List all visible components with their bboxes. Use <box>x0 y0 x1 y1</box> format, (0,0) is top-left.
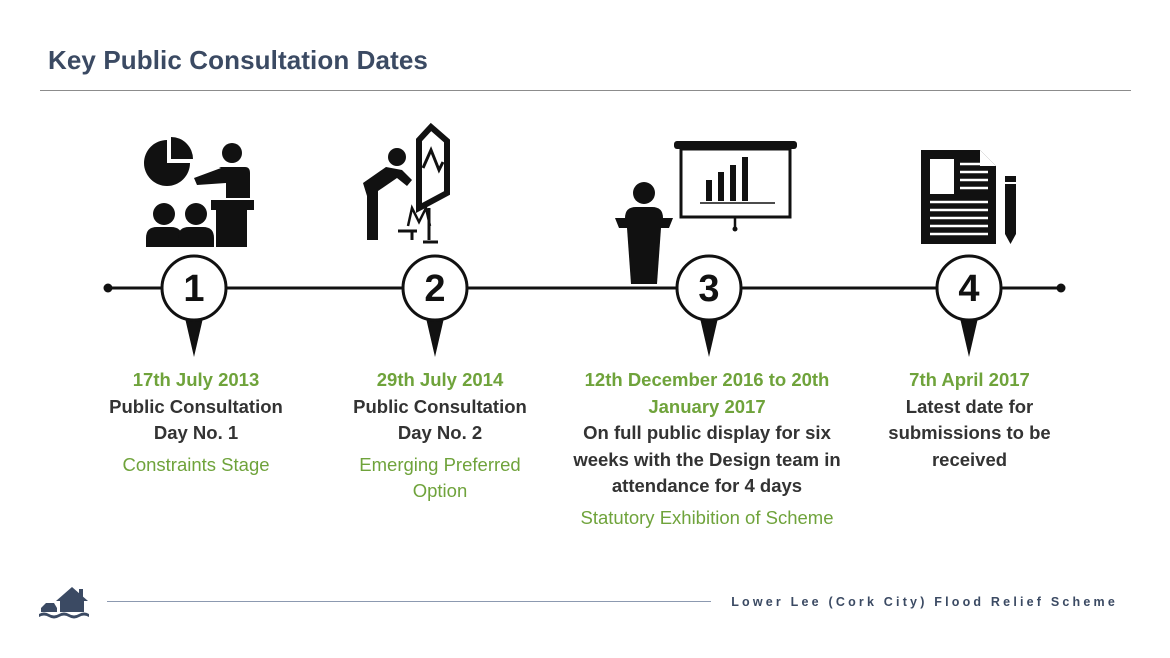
document-pencil-icon <box>921 150 1016 244</box>
step-stage: Constraints Stage <box>122 453 270 475</box>
timeline-end-dot <box>1057 284 1066 293</box>
step-date: 7th April 2017 <box>909 369 1030 390</box>
marker-pin <box>185 318 203 357</box>
timeline-marker-2 <box>403 256 467 357</box>
step-4-details <box>862 367 1077 473</box>
footer-divider <box>107 601 711 602</box>
step-1-details <box>97 367 295 478</box>
step-description: On full public display for six weeks with the Design team in attendance for 4 days <box>573 422 841 496</box>
flood-house-icon <box>38 584 90 625</box>
step-stage: Emerging Preferred Option <box>359 453 521 501</box>
marker-pin <box>700 318 718 357</box>
step-stage: Statutory Exhibition of Scheme <box>580 506 834 528</box>
marker-pin <box>960 318 978 357</box>
step-2-details <box>335 367 545 505</box>
timeline-marker-3 <box>677 256 741 357</box>
footer-text: Lower Lee (Cork City) Flood Relief Scheme <box>731 595 1118 609</box>
step-number: 1 <box>183 268 205 310</box>
presentation-audience-icon <box>144 137 254 247</box>
person-viewing-easel-icon <box>363 127 447 242</box>
timeline-marker-4 <box>937 256 1001 357</box>
step-number: 2 <box>424 268 446 310</box>
step-description: Public Consultation Day No. 2 <box>353 395 527 443</box>
marker-pin <box>426 318 444 357</box>
step-date: 29th July 2014 <box>376 369 504 390</box>
page-title: Key Public Consultation Dates <box>48 45 428 75</box>
step-number: 4 <box>958 268 980 310</box>
timeline-marker-1 <box>162 256 226 357</box>
timeline-start-dot <box>104 284 113 293</box>
step-3-details <box>567 367 847 531</box>
step-date: 17th July 2013 <box>132 369 260 390</box>
step-date: 12th December 2016 to 20th January 2017 <box>584 369 830 417</box>
step-description: Public Consultation Day No. 1 <box>109 395 283 443</box>
step-number: 3 <box>698 268 720 310</box>
step-description: Latest date for submissions to be received <box>888 395 1051 470</box>
